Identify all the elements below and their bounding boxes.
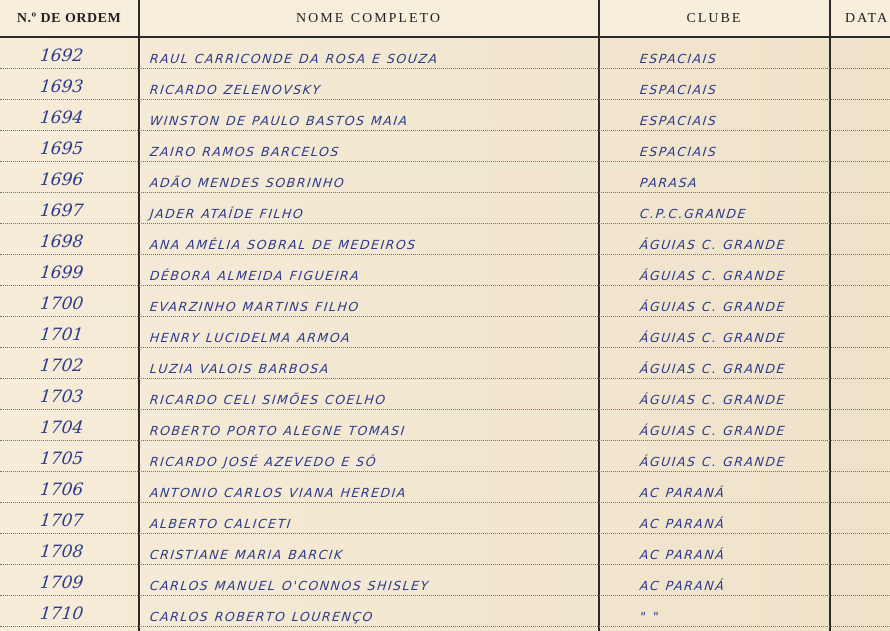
ordem-number: 1699: [38, 263, 85, 283]
full-name: RICARDO JOSÉ AZEVEDO E SÓ: [149, 454, 378, 469]
ordem-number: 1700: [38, 294, 85, 314]
ordem-number: 1706: [38, 480, 85, 500]
full-name: ANA AMÉLIA SOBRAL DE MEDEIROS: [149, 237, 418, 252]
header-nome-completo: NOME COMPLETO: [296, 11, 442, 26]
ordem-number: 1705: [38, 449, 85, 469]
ordem-number: 1695: [38, 139, 85, 159]
club-name: AC PARANÁ: [639, 516, 727, 531]
full-name: DÉBORA ALMEIDA FIGUEIRA: [149, 268, 362, 283]
table-row: [0, 472, 890, 503]
full-name: CRISTIANE MARIA BARCIK: [149, 547, 345, 562]
ordem-number: 1697: [38, 201, 85, 221]
header-ordem: N.º DE ORDEM: [16, 11, 122, 26]
table-row: [0, 317, 890, 348]
ordem-number: 1693: [38, 77, 85, 97]
club-name: ÁGUIAS C. GRANDE: [639, 361, 787, 376]
table-row: [0, 379, 890, 410]
ordem-number: 1703: [38, 387, 85, 407]
club-name: AC PARANÁ: [639, 485, 727, 500]
club-name: ÁGUIAS C. GRANDE: [639, 268, 787, 283]
full-name: ALBERTO CALICETI: [149, 516, 293, 531]
table-row: [0, 534, 890, 565]
table-row: [0, 410, 890, 441]
table-row: [0, 193, 890, 224]
table-row: [0, 162, 890, 193]
ordem-number: 1698: [38, 232, 85, 252]
table-row: [0, 38, 890, 69]
full-name: JADER ATAÍDE FILHO: [149, 206, 306, 221]
full-name: EVARZINHO MARTINS FILHO: [149, 299, 361, 314]
header-data: DATA: [845, 11, 890, 26]
full-name: HENRY LUCIDELMA ARMOA: [149, 330, 352, 345]
full-name: ANTONIO CARLOS VIANA HEREDIA: [149, 485, 408, 500]
full-name: CARLOS ROBERTO LOURENÇO: [149, 609, 375, 624]
table-row: [0, 100, 890, 131]
table-row: [0, 131, 890, 162]
ordem-number: 1707: [38, 511, 85, 531]
club-name: ÁGUIAS C. GRANDE: [639, 392, 787, 407]
ordem-number: 1702: [38, 356, 85, 376]
table-row: [0, 348, 890, 379]
full-name: ROBERTO PORTO ALEGNE TOMASI: [149, 423, 407, 438]
ordem-number: 1692: [38, 46, 85, 66]
ordem-number: 1708: [38, 542, 85, 562]
club-name: ÁGUIAS C. GRANDE: [639, 330, 787, 345]
club-name: PARASA: [639, 175, 699, 190]
club-name: ÁGUIAS C. GRANDE: [639, 454, 787, 469]
club-name: ESPACIAIS: [639, 113, 719, 128]
full-name: RICARDO CELI SIMÕES COELHO: [149, 392, 388, 407]
ordem-number: 1701: [38, 325, 85, 345]
table-row: [0, 565, 890, 596]
club-name: ÁGUIAS C. GRANDE: [639, 299, 787, 314]
full-name: CARLOS MANUEL O'CONNOS SHISLEY: [149, 578, 431, 593]
table-row: [0, 441, 890, 472]
full-name: RICARDO ZELENOVSKY: [149, 82, 323, 97]
club-name: ÁGUIAS C. GRANDE: [639, 423, 787, 438]
full-name: ZAIRO RAMOS BARCELOS: [149, 144, 341, 159]
club-name: ESPACIAIS: [639, 82, 719, 97]
club-name: AC PARANÁ: [639, 578, 727, 593]
full-name: RAUL CARRICONDE DA ROSA E SOUZA: [149, 51, 440, 66]
ordem-number: 1710: [38, 604, 85, 624]
table-row: [0, 286, 890, 317]
club-name: AC PARANÁ: [639, 547, 727, 562]
table-row: [0, 255, 890, 286]
club-name: " ": [639, 609, 661, 624]
full-name: ADÃO MENDES SOBRINHO: [149, 175, 347, 190]
table-row: [0, 596, 890, 627]
full-name: WINSTON DE PAULO BASTOS MAIA: [149, 113, 410, 128]
ordem-number: 1696: [38, 170, 85, 190]
full-name: LUZIA VALOIS BARBOSA: [149, 361, 331, 376]
table-row: [0, 503, 890, 534]
club-name: ÁGUIAS C. GRANDE: [639, 237, 787, 252]
table-header: [0, 0, 890, 38]
club-name: ESPACIAIS: [639, 144, 719, 159]
ordem-number: 1694: [38, 108, 85, 128]
club-name: ESPACIAIS: [639, 51, 719, 66]
ordem-number: 1709: [38, 573, 85, 593]
table-row: [0, 224, 890, 255]
header-clube: CLUBE: [686, 11, 743, 26]
club-name: C.P.C.GRANDE: [639, 206, 748, 221]
ordem-number: 1704: [38, 418, 85, 438]
table-row: [0, 69, 890, 100]
